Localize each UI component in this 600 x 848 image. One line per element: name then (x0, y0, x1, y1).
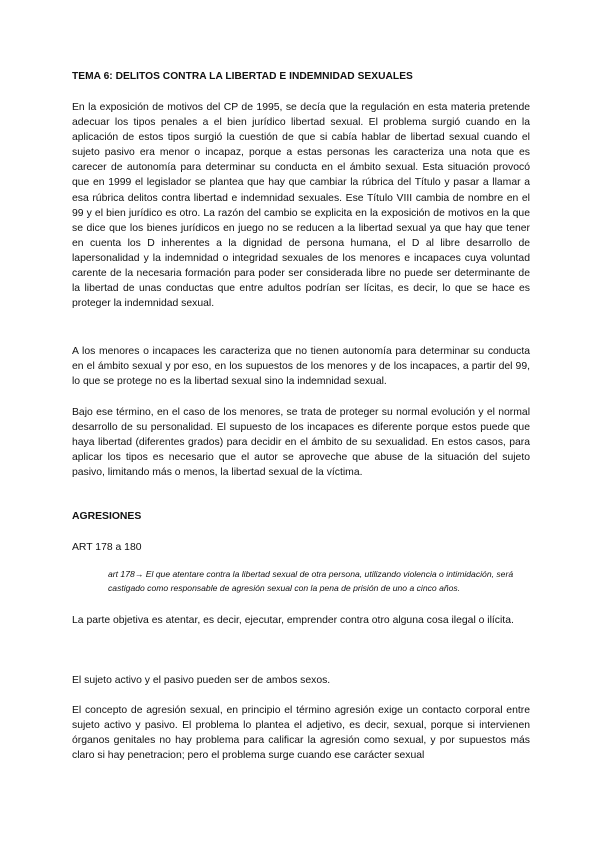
paragraph-concepto: El concepto de agresión sexual, en principio el término agresión exige un contacto corporal entre sujeto activo y pasivo. El problema lo plantea el adjetivo, es decir, sexual, porque si intervienen órganos genitales no hay problema para calificar la agresión como sexual, y por supuestos más claro si hay penetracion; pero el problema surge cuando ese carácter sexual (72, 705, 530, 762)
paragraph-incapaces: Bajo ese término, en el caso de los menores, se trata de proteger su normal evolución y el normal desarrollo de su personalidad. El supuesto de los incapaces es diferente porque estos puede que haya libertad (diferentes grados) para decidir en el ámbito de su sexualidad. En estos casos, para aplicar los tipos es necesario que el autor se aproveche que abuse de la situación del sujeto pasivo, limitando más o menos, la libertad sexual de la víctima. (72, 407, 530, 479)
article-reference: ART 178 a 180 (72, 542, 142, 553)
section-heading: AGRESIONES (72, 511, 142, 522)
paragraph-sujeto: El sujeto activo y el pasivo pueden ser de ambos sexos. (72, 675, 331, 686)
paragraph-intro: En la exposición de motivos del CP de 1995, se decía que la regulación en esta materia pretende adecuar los tipos penales a el bien jurídico libertad sexual. El problema surgió cuando en la aplicación de estos tipos surgió la cuestión de que si cabía hablar de libertad sexual cuando el sujeto pasivo era menor o incapaz, porque a estas personas les caracteriza una nota que es carecer de autonomía para determinar su conducta en el ámbito sexual. Esta situación provocó que en 1999 el legislador se plantea que hay que cambiar la rúbrica del Título y pasar a llamar a esa rúbrica delitos contra libertad e indemnidad sexuales. Ese Título VIII cambia de nombre en el 99 y el bien jurídico es otro. La razón del cambio se explicita en la exposición de motivos en la que se dice que los bienes jurídicos en juego no se reducen a la libertad sexual ya que hay que tener en cuenta los D inherentes a la dignidad de persona humana, el D al libre desarrollo de lapersonalidad y la indemnidad o integridad sexuales de los menores e incapaces cuya voluntad carente de la necesaria formación para poder ser considerada libre no puede ser determinante de la libertad de unas conductas que entre adultos podrían ser lícitas, es decir, lo que se hace es proteger la indemnidad sexual. (72, 102, 530, 310)
paragraph-menores: A los menores o incapaces les caracteriza que no tienen autonomía para determinar su conducta en el ámbito sexual y por eso, en los supuestos de los menores y de los incapaces, a partir del 99, lo que se protege no es la libertad sexual sino la indemnidad sexual. (72, 346, 530, 388)
document-title: TEMA 6: DELITOS CONTRA LA LIBERTAD E INDEMNIDAD SEXUALES (72, 71, 413, 82)
paragraph-parte-objetiva: La parte objetiva es atentar, es decir, ejecutar, emprender contra otro alguna cosa ilegal o ilícita. (72, 615, 514, 626)
article-quote: art 178→ El que atentare contra la libertad sexual de otra persona, utilizando violencia o intimidación, será castigado como responsable de agresión sexual con la pena de prisión de uno a cinco años. (108, 569, 514, 593)
